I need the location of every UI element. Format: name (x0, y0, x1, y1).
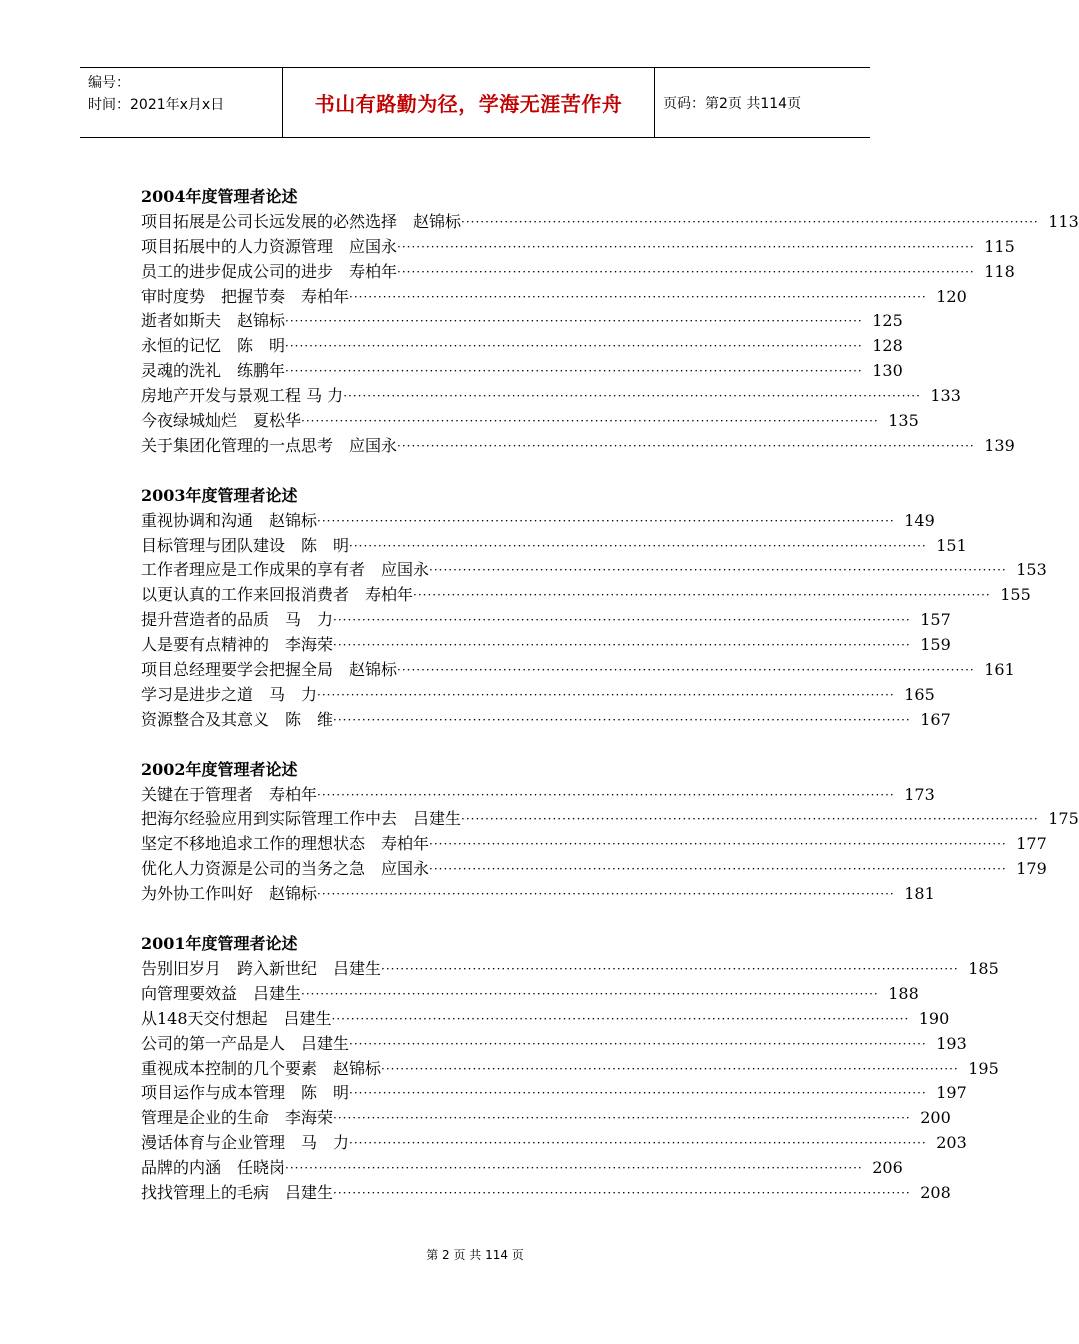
dot-leader: ························································································································ (285, 364, 863, 379)
dot-leader: ························································································································ (333, 1185, 911, 1200)
toc-entry[interactable] (141, 783, 935, 808)
entry-page-number: 128 (872, 336, 903, 356)
entry-title: 今夜绿城灿烂 夏松华 (141, 411, 302, 431)
section-title: 2004年度管理者论述 (141, 187, 298, 206)
dot-leader: ························································································································ (381, 1061, 959, 1076)
entry-title: 关键在于管理者 寿柏年 (141, 784, 318, 804)
header-page-cell (655, 68, 870, 137)
entry-page-number: 153 (1016, 560, 1047, 580)
entry-title: 告别旧岁月 跨入新世纪 吕建生 (141, 958, 382, 978)
entry-title: 工作者理应是工作成果的享有者 应国永 (141, 560, 430, 580)
dot-leader: ························································································································ (285, 339, 863, 354)
dot-leader: ························································································································ (397, 438, 975, 453)
entry-title: 提升营造者的品质 马 力 (141, 610, 334, 630)
entry-page-number: 181 (904, 884, 935, 904)
entry-title: 资源整合及其意义 陈 维 (141, 709, 334, 729)
toc-entry[interactable] (141, 957, 999, 982)
toc-entry[interactable] (141, 235, 1015, 260)
dot-leader: ························································································································ (333, 1111, 911, 1126)
toc-entry[interactable] (141, 658, 1015, 683)
toc-entry[interactable] (141, 1181, 951, 1206)
header-motto: 书山有路勤为径，学海无涯苦作舟 (314, 92, 623, 116)
toc-entry[interactable] (141, 1106, 951, 1131)
entry-page-number: 195 (968, 1058, 999, 1078)
dot-leader: ························································································································ (331, 1011, 910, 1026)
table-of-contents (141, 185, 1079, 1231)
toc-section (141, 484, 1047, 733)
section-title: 2003年度管理者论述 (141, 485, 298, 505)
entry-page-number: 161 (984, 660, 1015, 680)
entry-title: 从148天交付想起 吕建生 (141, 1008, 332, 1028)
toc-entry[interactable] (141, 359, 903, 384)
dot-leader: ························································································································ (333, 638, 911, 653)
toc-entry[interactable] (141, 1131, 967, 1156)
dot-leader: ························································································································ (333, 712, 911, 727)
toc-entry[interactable] (141, 882, 935, 907)
document-number-label: 编号： (88, 75, 130, 91)
dot-leader: ························································································································ (429, 837, 1007, 852)
toc-section (141, 932, 999, 1206)
toc-entry[interactable] (141, 534, 967, 559)
toc-entry[interactable] (141, 982, 919, 1007)
dot-leader: ························································································································ (343, 389, 921, 404)
dot-leader: ························································································································ (301, 414, 879, 429)
dot-leader: ························································································································ (349, 289, 927, 304)
entry-page-number: 177 (1016, 834, 1047, 854)
entry-page-number: 206 (872, 1158, 903, 1178)
toc-entry[interactable] (141, 210, 1079, 235)
dot-leader: ························································································································ (317, 787, 895, 802)
dot-leader: ························································································································ (317, 513, 895, 528)
toc-entry[interactable] (141, 260, 1015, 285)
toc-entry[interactable] (141, 1007, 950, 1032)
entry-page-number: 197 (936, 1083, 967, 1103)
toc-entry[interactable] (141, 832, 1047, 857)
entry-title: 项目拓展中的人力资源管理 应国永 (141, 236, 398, 256)
toc-entry[interactable] (141, 309, 903, 334)
dot-leader: ························································································································ (413, 588, 991, 603)
entry-page-number: 208 (920, 1182, 951, 1202)
dot-leader: ························································································································ (285, 314, 863, 329)
dot-leader: ························································································································ (349, 1136, 927, 1151)
toc-entry[interactable] (141, 708, 951, 733)
entry-page-number: 130 (872, 361, 903, 381)
dot-leader: ························································································································ (317, 887, 895, 902)
entry-title: 把海尔经验应用到实际管理工作中去 吕建生 (141, 809, 462, 829)
entry-title: 为外协工作叫好 赵锦标 (141, 884, 318, 904)
toc-entry[interactable] (141, 608, 951, 633)
entry-page-number: 193 (936, 1033, 967, 1053)
dot-leader: ························································································································ (429, 862, 1007, 877)
toc-entry[interactable] (141, 1032, 967, 1057)
entry-title: 重视成本控制的几个要素 赵锦标 (141, 1058, 382, 1078)
toc-entry[interactable] (141, 1057, 999, 1082)
toc-entry[interactable] (141, 633, 951, 658)
dot-leader: ························································································································ (461, 812, 1039, 827)
dot-leader: ························································································································ (301, 986, 879, 1001)
entry-title: 房地产开发与景观工程 马 力 (141, 386, 344, 406)
entry-page-number: 149 (904, 510, 935, 530)
entry-title: 项目拓展是公司长远发展的必然选择 赵锦标 (141, 211, 462, 231)
header-motto-cell (283, 68, 655, 137)
entry-page-number: 120 (936, 286, 967, 306)
entry-page-number: 200 (920, 1108, 951, 1128)
entry-title: 以更认真的工作来回报消费者 寿柏年 (141, 585, 414, 605)
dot-leader: ························································································································ (461, 214, 1039, 229)
document-date-label: 时间：2021年x月x日 (88, 97, 225, 113)
entry-page-number: 133 (930, 386, 961, 406)
entry-page-number: 175 (1048, 809, 1079, 829)
entry-page-number: 159 (920, 635, 951, 655)
entry-page-number: 203 (936, 1133, 967, 1153)
toc-entry[interactable] (141, 409, 919, 434)
entry-title: 学习是进步之道 马 力 (141, 684, 318, 704)
toc-entry[interactable] (141, 583, 1031, 608)
entry-page-number: 115 (984, 236, 1015, 256)
entry-page-number: 167 (920, 709, 951, 729)
page-footer: 第 2 页 共 114 页 (426, 1248, 524, 1262)
header-page-number: 页码：第2页 共114页 (663, 95, 802, 112)
entry-page-number: 155 (1000, 585, 1031, 605)
dot-leader: ························································································································ (333, 613, 911, 628)
entry-title: 向管理要效益 吕建生 (141, 983, 302, 1003)
entry-title: 员工的进步促成公司的进步 寿柏年 (141, 261, 398, 281)
entry-title: 项目运作与成本管理 陈 明 (141, 1083, 350, 1103)
entry-page-number: 125 (872, 311, 903, 331)
toc-entry[interactable] (141, 509, 935, 534)
entry-title: 项目总经理要学会把握全局 赵锦标 (141, 660, 398, 680)
entry-page-number: 173 (904, 784, 935, 804)
entry-title: 找找管理上的毛病 吕建生 (141, 1182, 334, 1202)
dot-leader: ························································································································ (317, 687, 895, 702)
toc-entry[interactable] (141, 434, 1015, 459)
entry-page-number: 135 (888, 411, 919, 431)
toc-section (141, 758, 1079, 907)
dot-leader: ························································································································ (381, 961, 959, 976)
entry-page-number: 185 (968, 958, 999, 978)
entry-page-number: 179 (1016, 859, 1047, 879)
dot-leader: ························································································································ (397, 239, 975, 254)
entry-title: 目标管理与团队建设 陈 明 (141, 535, 350, 555)
toc-entry[interactable] (141, 285, 967, 310)
dot-leader: ························································································································ (285, 1161, 863, 1176)
entry-title: 坚定不移地追求工作的理想状态 寿柏年 (141, 834, 430, 854)
entry-page-number: 157 (920, 610, 951, 630)
dot-leader: ························································································································ (397, 663, 975, 678)
entry-title: 人是要有点精神的 李海荣 (141, 635, 334, 655)
entry-page-number: 188 (888, 983, 919, 1003)
toc-entry[interactable] (141, 857, 1047, 882)
entry-title: 灵魂的洗礼 练鹏年 (141, 361, 286, 381)
entry-page-number: 139 (984, 435, 1015, 455)
dot-leader: ························································································································ (349, 538, 927, 553)
entry-page-number: 113 (1048, 211, 1079, 231)
toc-entry[interactable] (141, 1156, 903, 1181)
entry-title: 管理是企业的生命 李海荣 (141, 1108, 334, 1128)
toc-section (141, 185, 1079, 459)
toc-entry[interactable] (141, 384, 961, 409)
toc-entry[interactable] (141, 334, 903, 359)
section-title: 2002年度管理者论述 (141, 759, 298, 779)
toc-entry[interactable] (141, 683, 935, 708)
page-header (80, 67, 870, 138)
entry-title: 优化人力资源是公司的当务之急 应国永 (141, 859, 430, 879)
toc-entry[interactable] (141, 807, 1079, 832)
dot-leader: ························································································································ (349, 1086, 927, 1101)
toc-entry[interactable] (141, 558, 1047, 583)
dot-leader: ························································································································ (397, 264, 975, 279)
entry-title: 品牌的内涵 任晓岗 (141, 1158, 286, 1178)
entry-title: 逝者如斯夫 赵锦标 (141, 311, 286, 331)
entry-title: 公司的第一产品是人 吕建生 (141, 1033, 350, 1053)
header-meta (80, 68, 283, 137)
entry-page-number: 118 (984, 261, 1015, 281)
toc-entry[interactable] (141, 1081, 967, 1106)
entry-title: 关于集团化管理的一点思考 应国永 (141, 435, 398, 455)
entry-title: 漫话体育与企业管理 马 力 (141, 1133, 350, 1153)
section-title: 2001年度管理者论述 (141, 934, 298, 954)
entry-title: 审时度势 把握节奏 寿柏年 (141, 286, 350, 306)
entry-page-number: 190 (918, 1008, 950, 1028)
entry-title: 重视协调和沟通 赵锦标 (141, 510, 318, 530)
dot-leader: ························································································································ (429, 563, 1007, 578)
dot-leader: ························································································································ (349, 1036, 927, 1051)
entry-page-number: 165 (904, 684, 935, 704)
entry-title: 永恒的记忆 陈 明 (141, 336, 286, 356)
entry-page-number: 151 (936, 535, 967, 555)
